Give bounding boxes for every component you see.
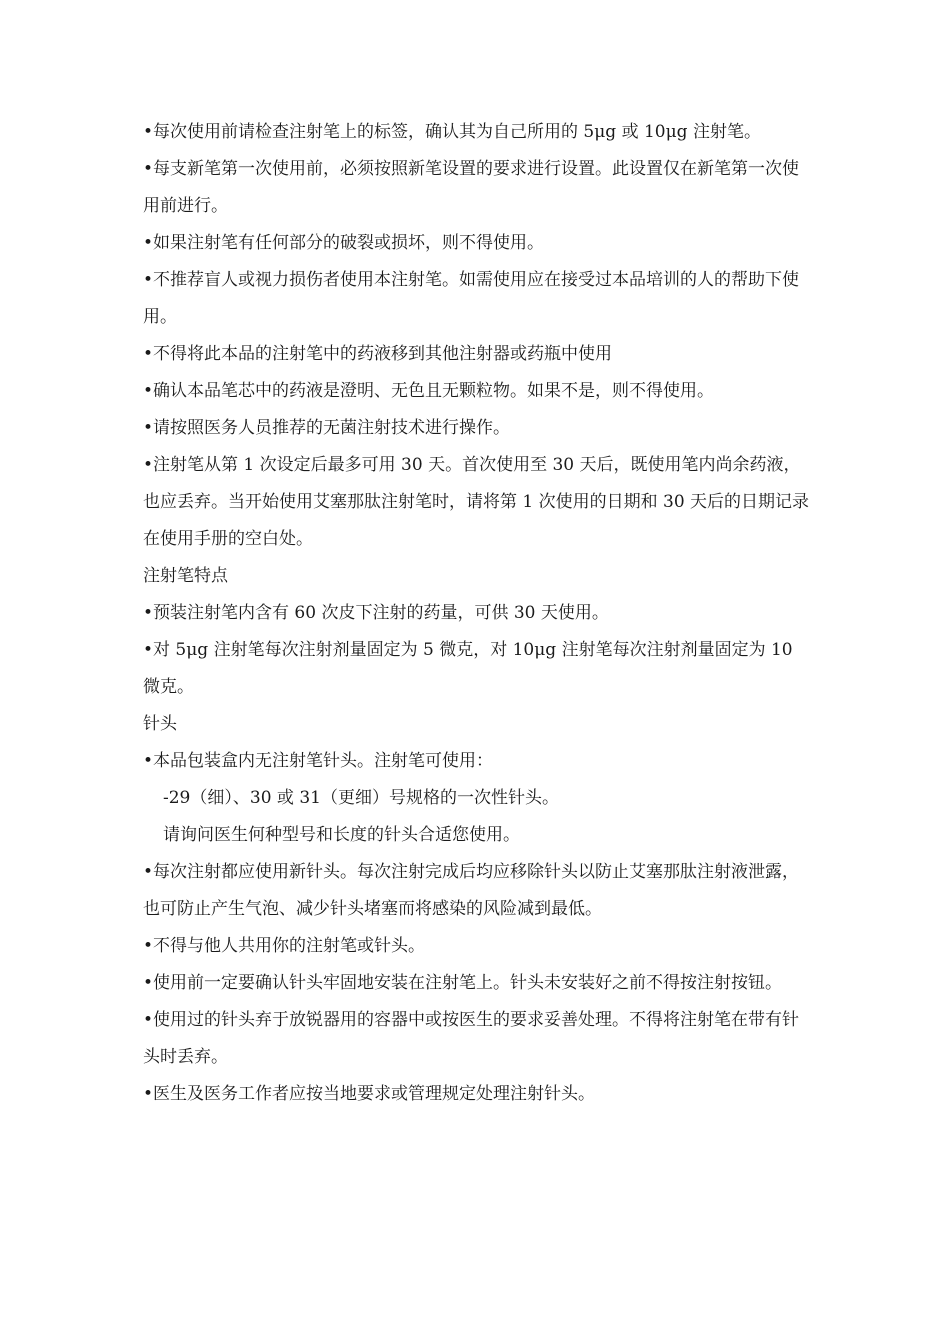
bullet-clear-solution: •确认本品笔芯中的药液是澄明、无色且无颗粒物。如果不是，则不得使用。: [143, 381, 715, 401]
indent-ask-doctor: 请询问医生何种型号和长度的针头合适您使用。: [163, 825, 520, 845]
bullet-label-check: •每次使用前请检查注射笔上的标签，确认其为自己所用的 5μg 或 10μg 注射笔。: [143, 122, 761, 142]
bullet-damaged-pen: •如果注射笔有任何部分的破裂或损坏，则不得使用。: [143, 233, 545, 253]
bullet-new-needle-each-time: •每次注射都应使用新针头。每次注射完成后均应移除针头以防止艾塞那肽注射液泄露，也可防止产生气泡、减少针头堵塞而将感染的风险减到最低。: [143, 862, 800, 919]
bullet-no-needles-included: •本品包装盒内无注射笔针头。注射笔可使用：: [143, 751, 494, 771]
bullet-no-sharing: •不得与他人共用你的注射笔或针头。: [143, 936, 426, 956]
bullet-aseptic-technique: •请按照医务人员推荐的无菌注射技术进行操作。: [143, 418, 511, 438]
section-heading-needles: 针头: [143, 714, 177, 734]
bullet-fixed-dose: •对 5μg 注射笔每次注射剂量固定为 5 微克，对 10μg 注射笔每次注射剂量固定为 10 微克。: [143, 640, 793, 697]
bullet-60-doses: •预装注射笔内含有 60 次皮下注射的药量，可供 30 天使用。: [143, 603, 609, 623]
bullet-no-transfer: •不得将此本品的注射笔中的药液移到其他注射器或药瓶中使用: [143, 344, 613, 364]
indent-needle-gauge: -29（细）、30 或 31（更细）号规格的一次性针头。: [163, 788, 559, 808]
document-body: [143, 114, 813, 1113]
bullet-visual-impairment: •不推荐盲人或视力损伤者使用本注射笔。如需使用应在接受过本品培训的人的帮助下使用。: [143, 270, 800, 327]
bullet-needle-secure: •使用前一定要确认针头牢固地安装在注射笔上。针头未安装好之前不得按注射按钮。: [143, 973, 783, 993]
bullet-local-regulations: •医生及医务工作者应按当地要求或管理规定处理注射针头。: [143, 1084, 596, 1104]
bullet-sharps-disposal: •使用过的针头弃于放锐器用的容器中或按医生的要求妥善处理。不得将注射笔在带有针头时丢弃。: [143, 1010, 800, 1067]
bullet-new-pen-setup: •每支新笔第一次使用前，必须按照新笔设置的要求进行设置。此设置仅在新笔第一次使用前进行。: [143, 159, 800, 216]
section-heading-pen-features: 注射笔特点: [143, 566, 228, 586]
bullet-30-days: •注射笔从第 1 次设定后最多可用 30 天。首次使用至 30 天后，既使用笔内尚余药液，也应丢弃。当开始使用艾塞那肽注射笔时，请将第 1 次使用的日期和 30 天后的日期记录在使用手册的空白处。: [143, 455, 810, 549]
